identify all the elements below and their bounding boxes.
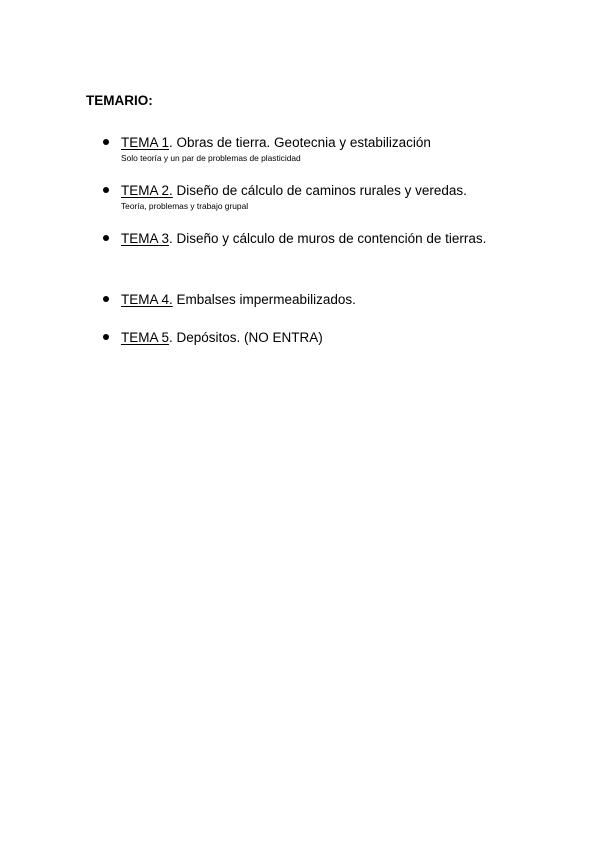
topic-link-3[interactable]: TEMA 3 (121, 231, 170, 246)
topic-title (121, 181, 491, 200)
syllabus-heading: TEMARIO: (86, 93, 153, 108)
topic-link-1[interactable]: TEMA 1 (121, 135, 170, 150)
topic-description: . Depósitos. (NO ENTRA) (169, 330, 323, 345)
bullet-icon (103, 296, 109, 302)
topic-link-2[interactable]: TEMA 2. (121, 183, 173, 198)
topic-title (121, 290, 491, 309)
bullet-icon (103, 187, 109, 193)
bullet-icon (103, 235, 109, 241)
topic-description: . Diseño y cálculo de muros de contención de tierras. (169, 231, 487, 246)
topic-note: Teoría, problemas y trabajo grupal (121, 201, 249, 211)
topic-link-4[interactable]: TEMA 4. (121, 292, 173, 307)
topic-link-5[interactable]: TEMA 5 (121, 330, 170, 345)
bullet-icon (103, 334, 109, 340)
topic-description: Diseño de cálculo de caminos rurales y veredas. (172, 183, 467, 198)
topic-title (121, 328, 491, 347)
topic-description: . Obras de tierra. Geotecnia y estabilización (169, 135, 431, 150)
topic-description: Embalses impermeabilizados. (172, 292, 356, 307)
bullet-icon (103, 139, 109, 145)
topic-title (121, 133, 491, 152)
topic-note: Solo teoría y un par de problemas de plasticidad (121, 153, 301, 163)
topic-title (121, 229, 491, 248)
